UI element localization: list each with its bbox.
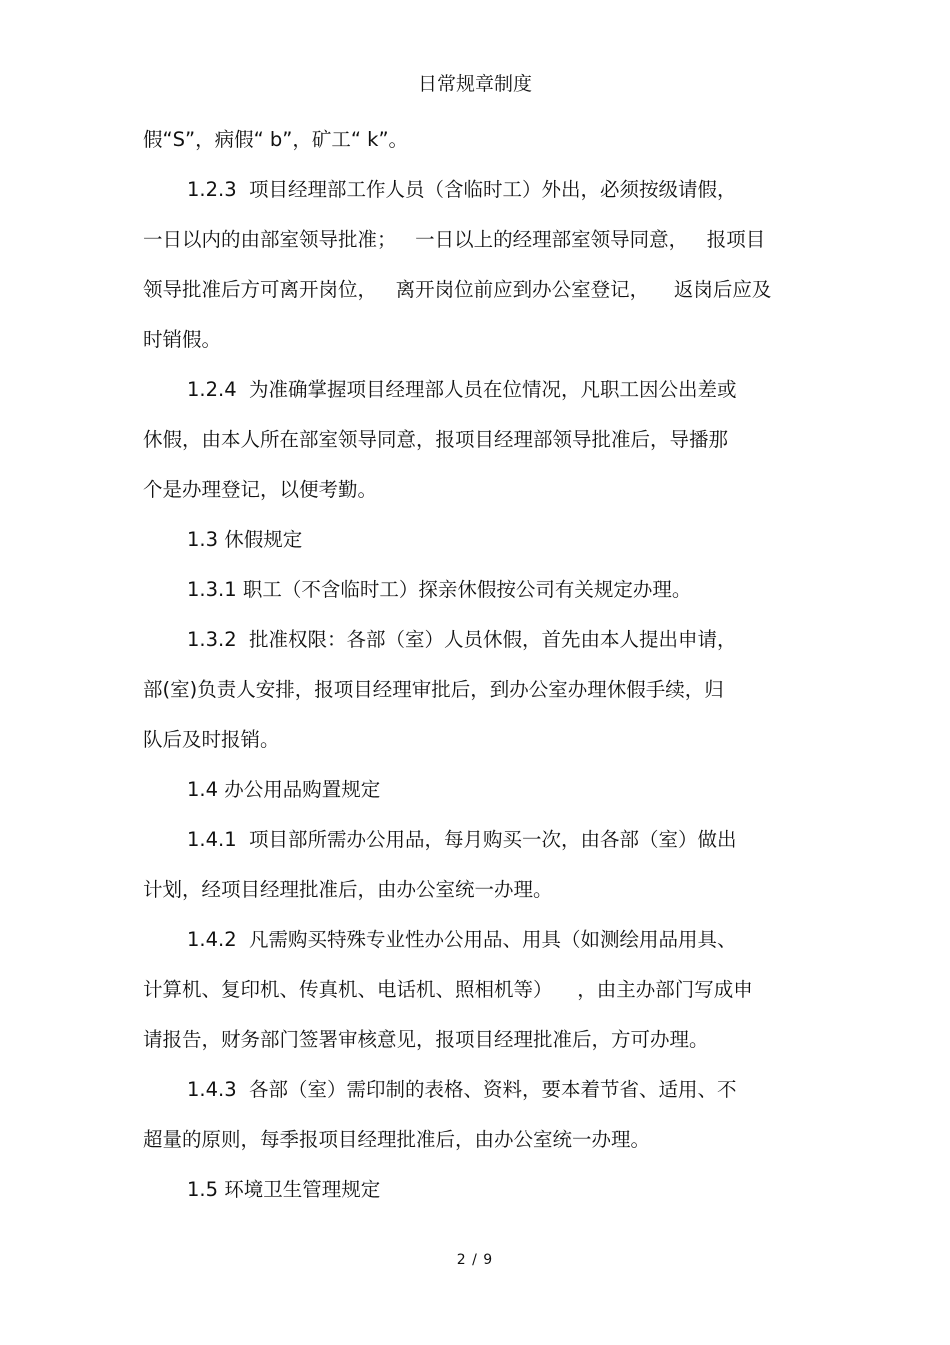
- body-line: 个是办理登记，以便考勤。: [143, 478, 378, 501]
- body-line: 时销假。: [143, 328, 222, 351]
- body-line: 1.2.4 为准确掌握项目经理部人员在位情况，凡职工因公出差或: [187, 378, 737, 401]
- body-line: 部(室)负责人安排，报项目经理审批后，到办公室办理休假手续，归: [143, 678, 724, 701]
- body-line: 假“S”，病假“ b”，矿工“ k”。: [143, 128, 409, 151]
- body-line: 领导批准后方可离开岗位， 离开岗位前应到办公室登记， 返岗后应及: [143, 278, 772, 301]
- section-heading: 1.5 环境卫生管理规定: [187, 1178, 381, 1201]
- body-line: 计划，经项目经理批准后，由办公室统一办理。: [143, 878, 553, 901]
- body-line: 请报告，财务部门签署审核意见，报项目经理批准后，方可办理。: [143, 1028, 709, 1051]
- section-heading: 1.4 办公用品购置规定: [187, 778, 381, 801]
- body-line: 1.2.3 项目经理部工作人员（含临时工）外出，必须按级请假，: [187, 178, 737, 201]
- body-line: 1.4.2 凡需购买特殊专业性办公用品、用具（如测绘用品用具、: [187, 928, 737, 951]
- body-line: 1.4.1 项目部所需办公用品，每月购买一次，由各部（室）做出: [187, 828, 737, 851]
- body-line: 一日以内的由部室领导批准； 一日以上的经理部室领导同意， 报项目: [143, 228, 766, 251]
- page-header-title: 日常规章制度: [417, 73, 532, 95]
- body-line: 1.3.2 批准权限：各部（室）人员休假，首先由本人提出申请，: [187, 628, 737, 651]
- section-heading: 1.3 休假规定: [187, 528, 303, 551]
- body-line: 计算机、复印机、传真机、电话机、照相机等） ，由主办部门写成申: [143, 978, 753, 1001]
- body-line: 休假，由本人所在部室领导同意，报项目经理部领导批准后，导播那: [143, 428, 729, 451]
- document-body: [143, 125, 808, 1225]
- body-line: 超量的原则，每季报项目经理批准后，由办公室统一办理。: [143, 1128, 651, 1151]
- page-number: 2 / 9: [456, 1252, 494, 1268]
- body-line: 1.4.3 各部（室）需印制的表格、资料，要本着节省、适用、不: [187, 1078, 737, 1101]
- body-line: 1.3.1 职工（不含临时工）探亲休假按公司有关规定办理。: [187, 578, 692, 601]
- body-line: 队后及时报销。: [143, 728, 280, 751]
